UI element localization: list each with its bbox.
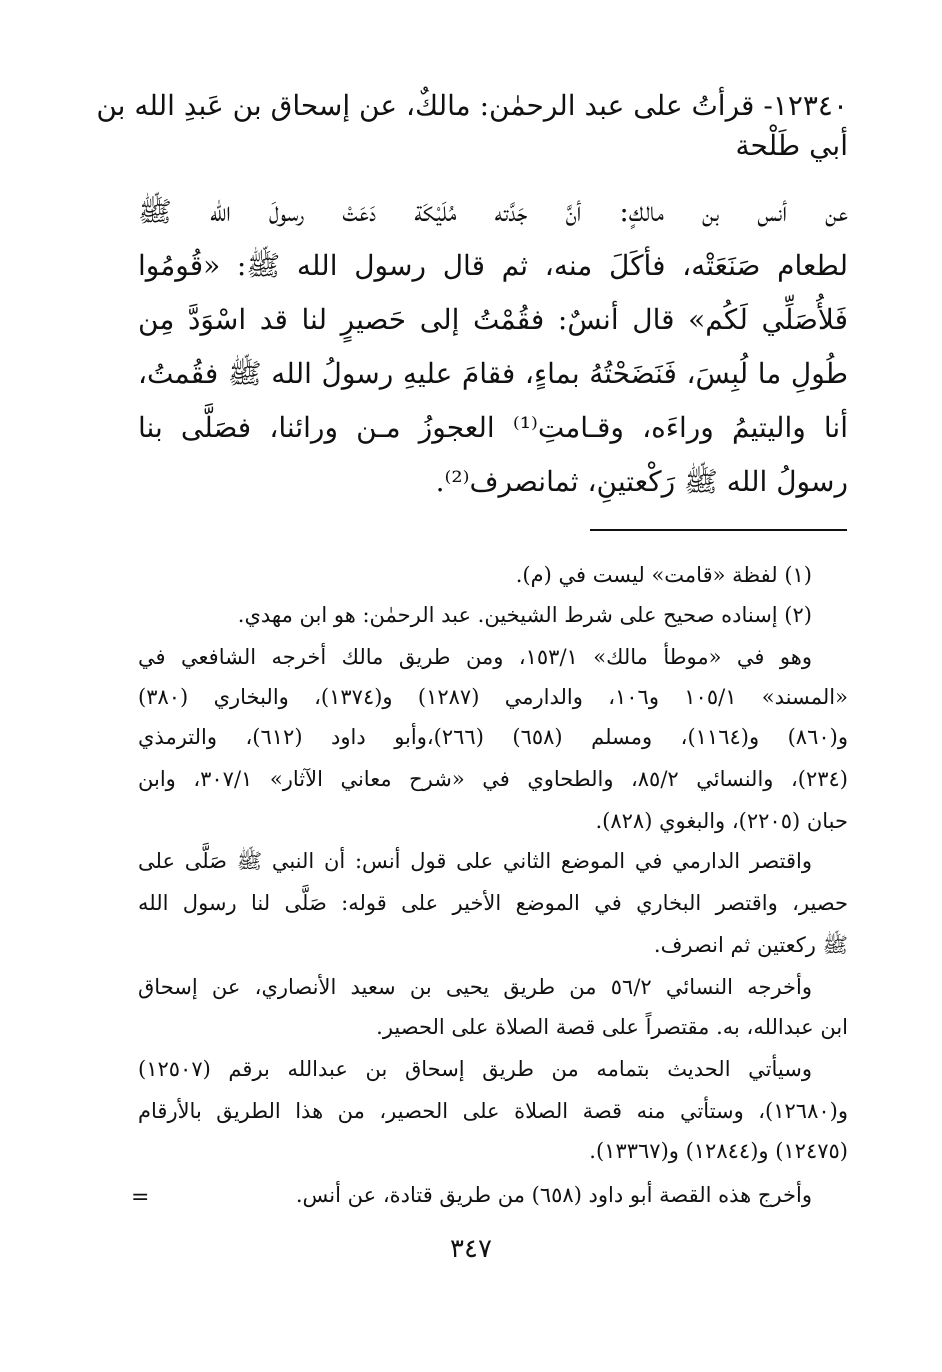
footnote-2-line-15: وأخرج هذه القصة أبو داود (٦٥٨) من طريق قتادة، عن أنس. bbox=[295, 1183, 812, 1207]
footnote-2-line-3: «المسند» ١٠٥/١ و١٠٦، والدارمي (١٢٨٧) و(١٣٧٤)، والبخاري (٣٨٠) bbox=[138, 685, 848, 709]
hadith-text-line-1: عن أنس بن مالكٍ: أنَّ جَدَّته مُلَيْكَة دَعَتْ رسولَ الله ﷺ bbox=[138, 195, 848, 228]
hadith-text-line-2: لطعام صَنَعَتْه، فأكَلَ منه، ثم قال رسول الله ﷺ: «قُومُوا bbox=[138, 249, 848, 282]
hadith-text-line-3: فَلأُصَلِّي لَكُم» قال أنسٌ: فقُمْتُ إلى حَصيرٍ لنا قد اسْوَدَّ مِن bbox=[138, 303, 848, 336]
footnote-2-line-2: وهو في «موطأ مالك» ١٥٣/١، ومن طريق مالك أخرجه الشافعي في bbox=[138, 645, 812, 669]
footnote-2-line-14: (١٢٤٧٥) و(١٢٨٤٤) و(١٣٣٦٧). bbox=[589, 1139, 848, 1163]
hadith-text-line-5: أنا واليتيمُ وراءَه، وقـامتِ⁽¹⁾ العجوزُ مـن ورائنا، فصَلَّى بنا bbox=[138, 411, 849, 444]
footnote-2-line-8: حصير، واقتصر البخاري في الموضع الأخير على قوله: صَلَّى لنا رسول الله bbox=[138, 891, 848, 915]
footnote-2-line-11: ابن عبدالله، به. مقتصراً على قصة الصلاة على الحصير. bbox=[376, 1015, 848, 1039]
footnote-2-line-12: وسيأتي الحديث بتمامه من طريق إسحاق بن عبدالله برقم (١٢٥٠٧) bbox=[138, 1057, 812, 1081]
footnote-1: (١) لفظة «قامت» ليست في (م). bbox=[515, 563, 812, 587]
footnote-2-line-9: ﷺ ركعتين ثم انصرف. bbox=[653, 933, 848, 957]
hadith-heading-line-1: ١٢٣٤٠- قرأتُ على عبد الرحمٰن: مالكٌ، عن إسحاق بن عَبدِ الله بن bbox=[96, 89, 848, 122]
footnote-2-line-5: (٢٣٤)، والنسائي ٨٥/٢، والطحاوي في «شرح معاني الآثار» ٣٠٧/١، وابن bbox=[138, 767, 848, 791]
footnote-separator bbox=[590, 529, 847, 531]
hadith-text-line-4: طُولِ ما لُبِسَ، فَنَضَحْتُهُ بماءٍ، فقامَ عليهِ رسولُ الله ﷺ فقُمتُ، bbox=[138, 357, 848, 390]
footnote-2-line-10: وأخرجه النسائي ٥٦/٢ من طريق يحيى بن سعيد الأنصاري، عن إسحاق bbox=[138, 975, 812, 999]
footnote-2-line-7: واقتصر الدارمي في الموضع الثاني على قول أنس: أن النبي ﷺ صَلَّى على bbox=[138, 849, 812, 873]
footnote-2-line-4: و(٨٦٠) و(١١٦٤)، ومسلم (٦٥٨) (٢٦٦)،وأبو داود (٦١٢)، والترمذي bbox=[138, 725, 848, 749]
hadith-text-line-6: رسولُ الله ﷺ رَكْعتينِ، ثمانصرف⁽²⁾. bbox=[435, 465, 848, 498]
hadith-heading-line-2: أبي طَلْحة bbox=[735, 129, 848, 162]
continuation-mark: = bbox=[131, 1185, 150, 1210]
page-number: ٣٤٧ bbox=[450, 1234, 492, 1264]
footnote-2-line-6: حبان (٢٢٠٥)، والبغوي (٨٢٨). bbox=[595, 809, 848, 833]
footnote-2-line-1: (٢) إسناده صحيح على شرط الشيخين. عبد الرحمٰن: هو ابن مهدي. bbox=[237, 603, 812, 627]
footnote-2-line-13: و(١٢٦٨٠)، وستأتي منه قصة الصلاة على الحصير، من هذا الطريق بالأرقام bbox=[138, 1099, 848, 1123]
